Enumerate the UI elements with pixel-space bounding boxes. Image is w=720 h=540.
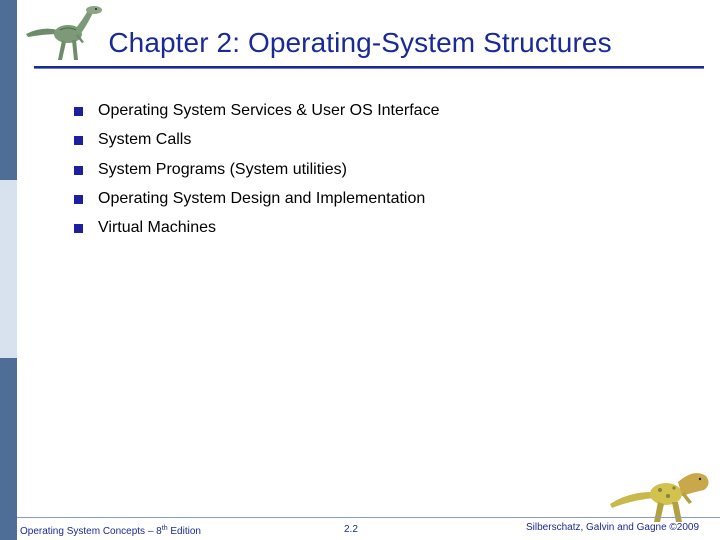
bullet-text: Operating System Design and Implementation [98,189,426,207]
bullet-text: System Programs (System utilities) [98,160,347,178]
bullet-item [74,129,439,158]
footer-divider [17,517,720,518]
side-stripe-bottom [0,358,17,540]
square-bullet-icon [74,195,83,204]
dinosaur-icon [608,462,720,528]
bullet-text: Virtual Machines [98,219,216,237]
bullet-item [74,188,439,217]
square-bullet-icon [74,166,83,175]
footer-book-title: Operating System Concepts – 8th Edition [20,525,201,537]
bullet-text: Operating System Services & User OS Interface [98,102,440,119]
bullet-item [74,100,439,129]
square-bullet-icon [74,107,83,116]
bullet-text: System Calls [98,131,192,149]
footer-copyright: Silberschatz, Galvin and Gagne ©2009 [526,522,700,533]
bullet-list [74,100,439,246]
page-number: 2.2 [344,524,358,535]
square-bullet-icon [74,224,83,233]
square-bullet-icon [74,136,83,145]
side-stripe-middle [0,180,17,358]
bullet-item [74,159,439,188]
bullet-item [74,217,439,246]
slide-title: Chapter 2: Operating-System Structures [108,27,612,58]
title-underline [34,66,704,69]
